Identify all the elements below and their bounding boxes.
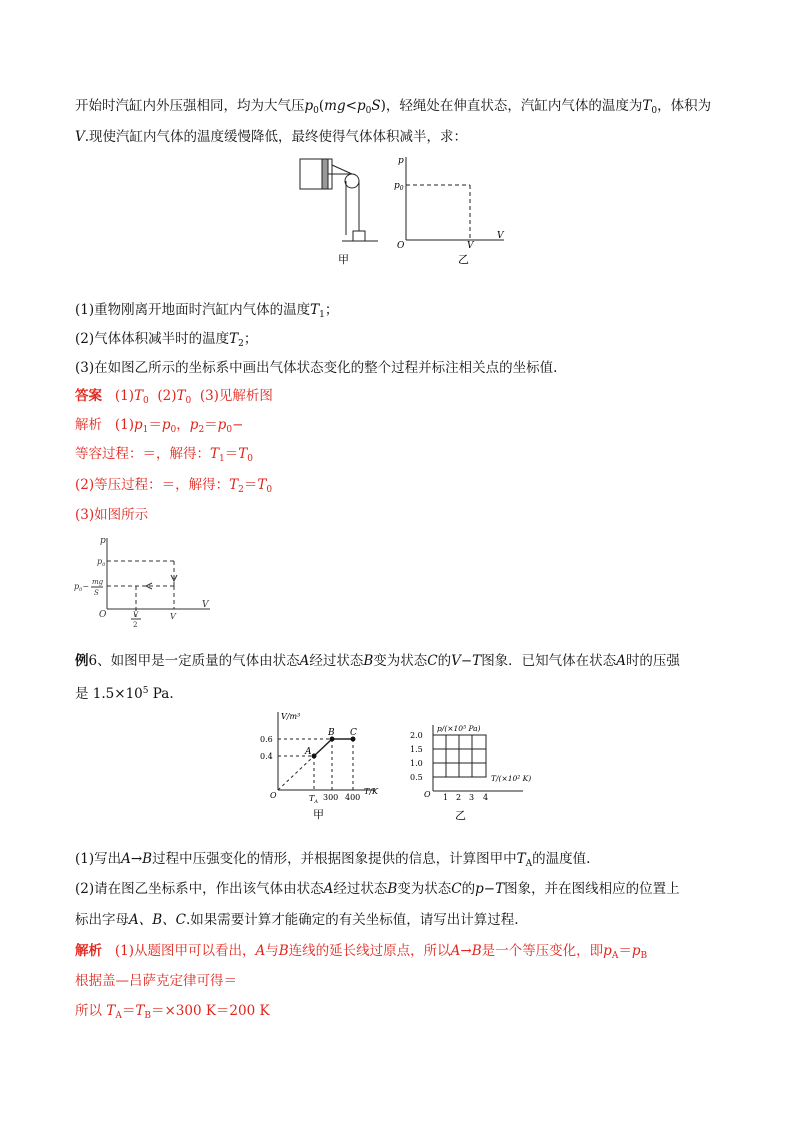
intro-line-2 <box>75 128 467 146</box>
question-text: 过程中压强变化的情形，并根据图象提供的信息，计算图甲中 <box>152 851 517 867</box>
question-text: 标出字母 <box>75 912 129 928</box>
p-label: p <box>398 156 404 166</box>
question-text: (2)气体体积减半时的温度 <box>75 331 230 347</box>
s-label: S <box>94 589 99 597</box>
math-mg: mg <box>324 98 346 114</box>
math-AB: A→B <box>450 943 482 959</box>
subscript: 0 <box>247 454 253 464</box>
question-text: (1)写出 <box>75 851 122 867</box>
math-T: T <box>229 477 239 493</box>
subscript: 0 <box>185 396 192 406</box>
subscript: A <box>611 951 619 961</box>
tick-1: 1 <box>443 793 449 802</box>
question-2 <box>75 330 257 348</box>
question-text: (3)在如图乙所示的坐标系中画出气体状态变化的整个过程并标注相关点的坐标值. <box>75 360 558 376</box>
subscript: 0 <box>226 425 233 435</box>
analysis-text: 根据盖—吕萨克定律可得＝ <box>75 973 237 989</box>
intro-text: .现使汽缸内气体的温度缓慢降低，最终使得气体体积减半，求： <box>84 129 468 145</box>
subscript: 0 <box>313 106 319 116</box>
figure-3-vt-graph <box>258 710 398 825</box>
tick-0.4: 0.4 <box>260 752 273 761</box>
math-T: T <box>229 331 239 347</box>
subscript: B <box>640 951 648 961</box>
analysis-text: 与 <box>265 943 279 959</box>
t-axis-label: T/K <box>364 787 379 796</box>
example-text: 图象．已知气体在状态 <box>481 653 617 669</box>
analysis-label: 解析 <box>75 943 102 959</box>
question-text: .如果需要计算才能确定的有关坐标值，请写出计算过程. <box>186 912 519 928</box>
paren: ( <box>318 98 325 114</box>
subscript: 0 <box>266 485 273 495</box>
caption-yi: 乙 <box>455 809 466 822</box>
question-text: 经过状态 <box>333 881 388 897</box>
label-C: C <box>350 728 357 738</box>
paren: ) <box>380 98 386 114</box>
p-label: p <box>100 536 106 546</box>
tick-400: 400 <box>345 793 361 802</box>
v-half-denominator: 2 <box>133 621 138 629</box>
punct: ； <box>243 331 258 347</box>
tick-3: 3 <box>469 793 475 802</box>
equals: ＝ <box>121 1003 136 1019</box>
example-text: 变为状态 <box>373 653 428 669</box>
v-tick-label: V <box>467 241 474 251</box>
math-T: T <box>210 446 220 462</box>
equals: ＝ <box>618 943 632 959</box>
equals: ＝ <box>204 417 218 433</box>
analysis-label: 解析 <box>75 417 102 433</box>
caption-jia: 甲 <box>313 808 324 821</box>
analysis-text: 连线的延长线过原点，所以 <box>288 943 451 959</box>
figure-2 <box>72 533 222 633</box>
superscript: 5 <box>142 686 149 696</box>
math-A: A <box>616 653 626 669</box>
p-axis-label: p/(×10⁵ Pa) <box>437 724 481 733</box>
math-C: C <box>427 653 438 669</box>
equals: ＝ <box>148 417 162 433</box>
analysis-line-3 <box>75 476 272 494</box>
equals: ＝ <box>243 477 258 493</box>
less-than: < <box>345 98 357 114</box>
origin-label: O <box>424 790 431 799</box>
label-B: B <box>328 728 335 738</box>
math-S: S <box>371 98 381 114</box>
analysis-text: 等容过程：＝，解得： <box>75 446 210 462</box>
ab-line <box>314 739 332 756</box>
subscript: 0 <box>365 106 372 116</box>
tick-1.0: 1.0 <box>410 759 423 768</box>
p0-label: $p_0$ <box>97 557 106 568</box>
punct: ； <box>324 302 339 318</box>
v-half-numerator: V <box>133 611 139 619</box>
tick-0.6: 0.6 <box>260 735 273 744</box>
math-letters: A、B、C <box>129 912 186 928</box>
example6-line-1 <box>75 652 680 670</box>
math-T: T <box>135 1003 145 1019</box>
intro-text: ，体积为 <box>657 98 712 114</box>
tick-300: 300 <box>323 793 339 802</box>
caption-jia: 甲 <box>338 253 349 266</box>
tick-2: 2 <box>456 793 462 802</box>
subscript: 1 <box>319 310 325 320</box>
analysis-line-2 <box>75 445 253 463</box>
subscript: 2 <box>238 485 244 495</box>
origin-label: O <box>397 241 405 251</box>
math-B: B <box>363 653 374 669</box>
math-T: T <box>310 302 320 318</box>
intro-line-1 <box>75 97 711 115</box>
t-axis-label: T/(×10² K) <box>491 774 532 783</box>
mg-label: mg <box>92 578 104 586</box>
math-p: p <box>603 943 612 959</box>
subscript: 0 <box>651 106 658 116</box>
question-text: (2)请在图乙坐标系中，作出该气体由状态 <box>75 881 324 897</box>
v-axis-label: V <box>202 600 209 610</box>
example-text: 6、如图甲是一定质量的气体由状态 <box>88 653 300 669</box>
math-V: V <box>75 129 85 145</box>
math-A: A <box>299 653 310 669</box>
subscript: A <box>115 1011 122 1021</box>
question-text: 图象，并在图线相应的位置上 <box>504 881 680 897</box>
example6-line-2 <box>75 685 174 703</box>
figure-4-pt-grid <box>405 723 545 838</box>
math-T0: T <box>642 98 652 114</box>
subscript: 2 <box>238 339 244 349</box>
analysis-text: 所以 <box>75 1003 102 1019</box>
v-axis-label: V/m³ <box>281 712 301 721</box>
minus: − <box>232 417 244 433</box>
subscript: B <box>144 1011 151 1021</box>
analysis-text: (1) <box>114 417 134 433</box>
label-A: A <box>305 747 312 757</box>
question-1 <box>75 301 338 319</box>
example-text: 的 <box>437 653 452 669</box>
example-text: 经过状态 <box>309 653 364 669</box>
v-axis-label: V <box>497 231 504 241</box>
math-T: T <box>516 851 526 867</box>
analysis-text: ＝×300 K＝200 K <box>150 1003 270 1019</box>
answer-part: (1) <box>114 388 134 404</box>
math-A: A <box>323 881 334 897</box>
math-T: T <box>176 388 186 404</box>
tick-1.5: 1.5 <box>410 745 423 754</box>
answer-part: (2) <box>157 388 177 404</box>
math-VT: V−T <box>451 653 482 669</box>
cylinder-diagram <box>300 159 378 241</box>
analysis-text: (2)等压过程：＝，解得： <box>75 477 230 493</box>
pulley-support <box>332 165 352 174</box>
answer-part: (3)见解析图 <box>199 388 273 404</box>
math-p0: p <box>356 98 366 114</box>
example-text: Pa. <box>148 686 174 702</box>
math-T: T <box>257 477 267 493</box>
answer-line <box>75 387 273 405</box>
math-p: p <box>161 417 171 433</box>
equals: ＝ <box>224 446 239 462</box>
math-p: p <box>217 417 227 433</box>
question-text: 变为状态 <box>397 881 452 897</box>
question-3 <box>75 359 557 377</box>
intro-text: ，轻绳处在伸直状态，汽缸内气体的温度为 <box>385 98 643 114</box>
caption-yi: 乙 <box>458 253 469 266</box>
math-p: p <box>189 417 199 433</box>
pv-axes <box>406 157 504 240</box>
question-2-2 <box>75 880 680 898</box>
tick-4: 4 <box>483 793 489 802</box>
question-2-2-cont <box>75 911 519 929</box>
math-T: T <box>106 1003 116 1019</box>
example-text: 时的压强 <box>625 653 680 669</box>
question-text: (1)重物刚离开地面时汽缸内气体的温度 <box>75 302 311 318</box>
math-C: C <box>451 881 462 897</box>
origin-label: O <box>270 791 277 800</box>
subscript: 1 <box>219 454 225 464</box>
p0-minus-label: $p_0-$ <box>74 582 90 593</box>
subscript: 0 <box>170 425 177 435</box>
math-p0: p <box>304 98 314 114</box>
math-T: T <box>134 388 144 404</box>
weight-block <box>353 231 365 241</box>
v-tick-label: V <box>170 612 176 621</box>
math-A: A <box>255 943 266 959</box>
analysis-line-4 <box>75 506 148 524</box>
analysis-line-1 <box>75 416 243 434</box>
question-text: 的温度值. <box>532 851 591 867</box>
analysis-text: 是一个等压变化，即 <box>481 943 604 959</box>
subscript: 0 <box>143 396 149 406</box>
example-label: 例 <box>75 653 89 669</box>
punct: ， <box>176 417 190 433</box>
piston <box>322 159 328 189</box>
subscript: 1 <box>142 425 149 435</box>
figure-1 <box>298 155 518 275</box>
analysis-text: (3)如图所示 <box>75 507 149 523</box>
math-T: T <box>238 446 248 462</box>
subscript: A <box>525 859 533 869</box>
question-text: 的 <box>461 881 476 897</box>
example-text: 是 1.5×10 <box>75 686 143 702</box>
subscript: 2 <box>198 425 205 435</box>
analysis-text: (1)从题图甲可以看出， <box>114 943 256 959</box>
intro-text: 开始时汽缸内外压强相同，均为大气压 <box>75 98 305 114</box>
analysis2-line-3 <box>75 1002 270 1020</box>
origin-label: O <box>99 610 107 620</box>
math-p: p <box>134 417 143 433</box>
p0-label: $p_0$ <box>394 181 404 192</box>
tick-0.5: 0.5 <box>410 773 423 782</box>
math-B: B <box>387 881 398 897</box>
math-AB: A→B <box>121 851 153 867</box>
answer-label: 答案 <box>75 388 102 404</box>
question-2-1 <box>75 850 590 868</box>
math-B: B <box>278 943 289 959</box>
pulley <box>345 174 359 188</box>
math-pT: p−T <box>475 881 505 897</box>
tick-2.0: 2.0 <box>410 731 423 740</box>
point-A <box>312 754 317 759</box>
analysis2-line-1 <box>75 942 647 960</box>
ta-label: $T_A$ <box>309 794 318 805</box>
math-p: p <box>631 943 641 959</box>
analysis2-line-2 <box>75 972 237 990</box>
